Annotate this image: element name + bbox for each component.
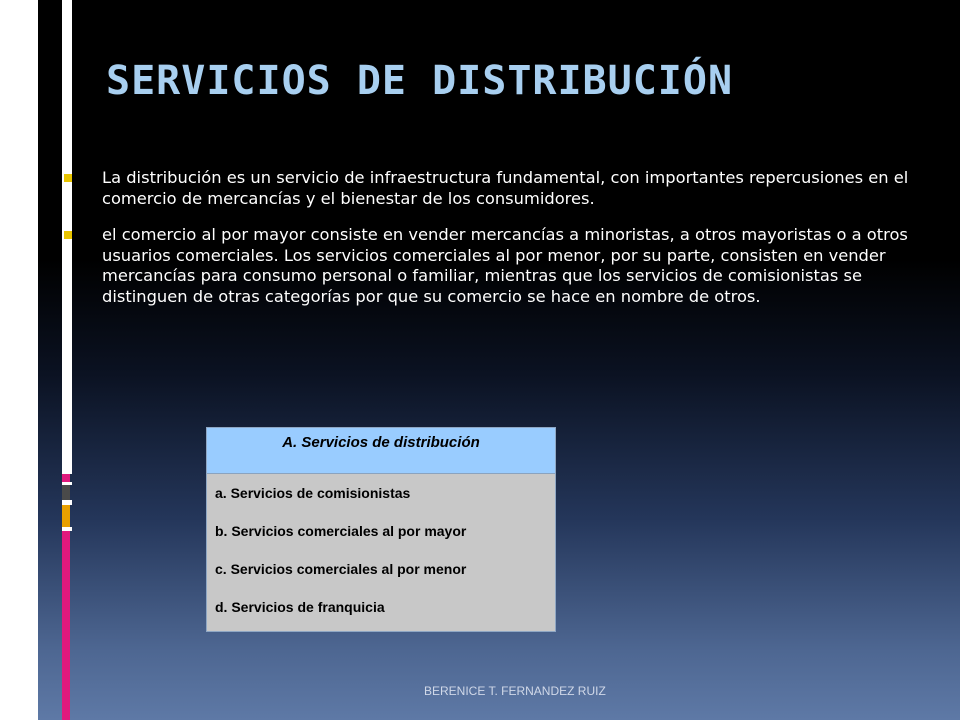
bullet-list: [64, 168, 910, 323]
square-bullet-icon: [64, 174, 72, 182]
square-bullet-icon: [64, 231, 72, 239]
left-margin-strip: [0, 0, 38, 720]
bullet-text: el comercio al por mayor consiste en vender mercancías a minoristas, a otros mayoristas o a otros usuarios comerciales. Los servicios comerciales al por menor, por su parte, consisten en vender mercancías para consumo personal o familiar, mientras que los servicios de comisionistas se distinguen de otras categorías por que su comercio se hace en nombre de otros.: [102, 225, 908, 306]
bullet-item: [64, 225, 910, 307]
bullet-item: [64, 168, 910, 209]
table-row: d. Servicios de franquicia: [215, 599, 385, 615]
bullet-text: La distribución es un servicio de infraestructura fundamental, con importantes repercusiones en el comercio de mercancías y el bienestar de los consumidores.: [102, 168, 909, 208]
table-header: A. Servicios de distribución: [207, 428, 555, 474]
slide-title: SERVICIOS DE DISTRIBUCIÓN: [106, 58, 734, 104]
table-row: b. Servicios comerciales al por mayor: [215, 523, 467, 539]
services-table-image: [206, 427, 556, 632]
table-row: a. Servicios de comisionistas: [215, 485, 411, 501]
accent-stripes: [62, 0, 76, 720]
accent-stripe: [62, 485, 70, 500]
table-row: c. Servicios comerciales al por menor: [215, 561, 467, 577]
footer-author: BERENICE T. FERNANDEZ RUIZ: [424, 684, 606, 698]
accent-stripe: [62, 474, 70, 482]
accent-stripe: [62, 505, 70, 527]
accent-stripe: [62, 531, 70, 720]
